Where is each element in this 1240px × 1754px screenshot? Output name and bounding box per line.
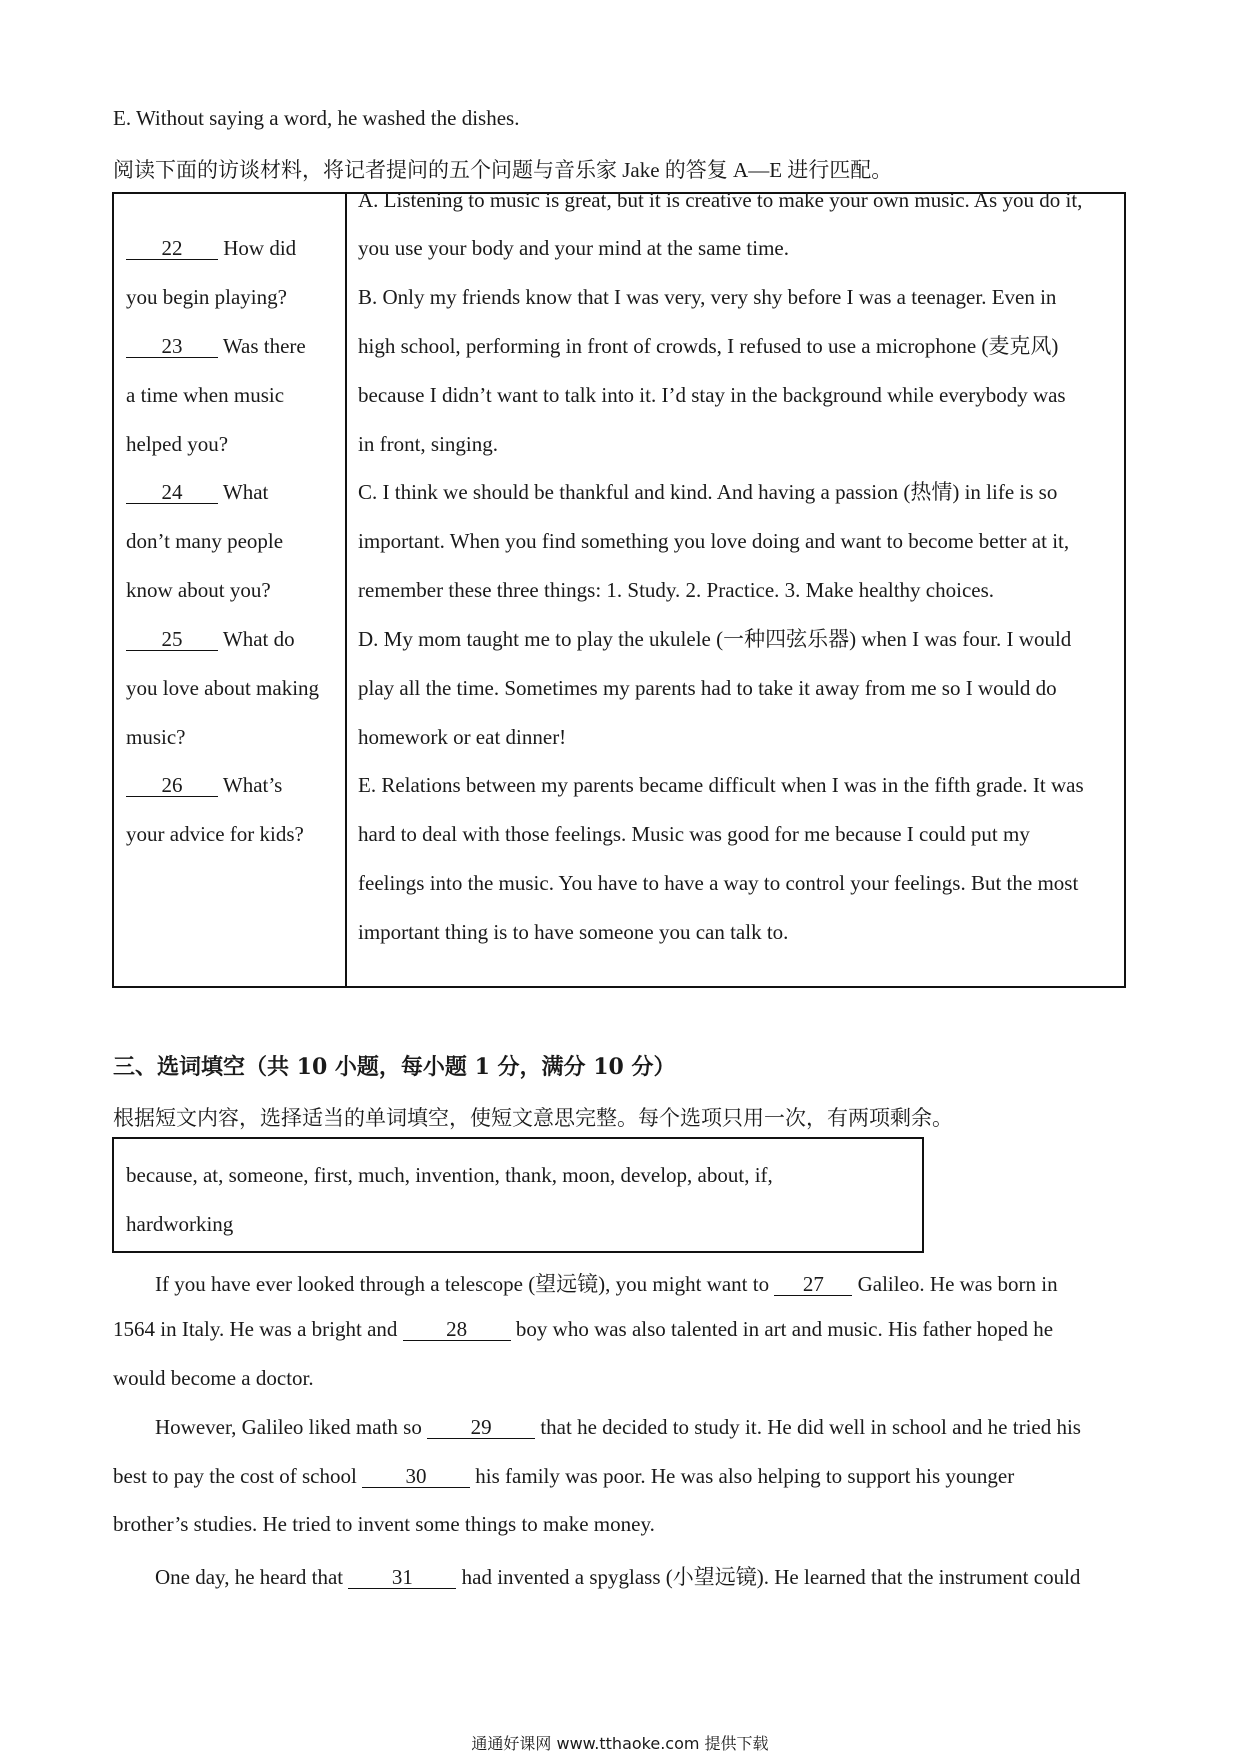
question-26 bbox=[126, 775, 282, 797]
question-line: a time when music bbox=[126, 383, 285, 407]
section-title: 三、选词填空（共 10 小题，每小题 1 分，满分 10 分） bbox=[113, 1054, 676, 1080]
passage-text: However, Galileo liked math so bbox=[155, 1415, 422, 1439]
table-divider bbox=[345, 194, 347, 986]
passage-line: would become a doctor. bbox=[113, 1366, 314, 1390]
blank-29[interactable]: 29 bbox=[427, 1417, 535, 1439]
answer-line: you use your body and your mind at the same time. bbox=[358, 236, 790, 260]
passage-text: One day, he heard that bbox=[155, 1565, 344, 1589]
answer-line: in front, singing. bbox=[358, 432, 498, 456]
answer-blank-23[interactable]: 23 bbox=[126, 336, 218, 358]
question-text: What do bbox=[222, 627, 295, 651]
question-line: you love about making bbox=[126, 676, 320, 700]
passage-text: that he decided to study it. He did well in school and he tried his bbox=[540, 1415, 1081, 1439]
question-22 bbox=[126, 238, 296, 260]
passage-text: best to pay the cost of school bbox=[113, 1464, 357, 1488]
answer-blank-26[interactable]: 26 bbox=[126, 775, 218, 797]
question-line: your advice for kids? bbox=[126, 822, 304, 846]
blank-28[interactable]: 28 bbox=[403, 1319, 511, 1341]
question-text: What’s bbox=[222, 773, 283, 797]
question-line: music? bbox=[126, 725, 186, 749]
passage-text: his family was poor. He was also helping to support his younger bbox=[475, 1464, 1015, 1488]
answer-blank-22[interactable]: 22 bbox=[126, 238, 218, 260]
passage-text: 1564 in Italy. He was a bright and bbox=[113, 1317, 398, 1341]
blank-27[interactable]: 27 bbox=[774, 1274, 852, 1296]
page-footer: 通通好课网 www.tthaoke.com 提供下载 bbox=[471, 1734, 769, 1753]
question-text: How did bbox=[223, 236, 297, 260]
question-line: don’t many people bbox=[126, 529, 284, 553]
passage-line bbox=[155, 1268, 1058, 1298]
answer-blank-25[interactable]: 25 bbox=[126, 629, 218, 651]
answer-line: remember these three things: 1. Study. 2. Practice. 3. Make healthy choices. bbox=[358, 578, 995, 602]
passage-text: had invented a spyglass (小望远镜). He learned that the instrument could bbox=[461, 1565, 1081, 1589]
question-line: you begin playing? bbox=[126, 285, 287, 309]
passage-line: brother’s studies. He tried to invent some things to make money. bbox=[113, 1512, 655, 1536]
question-text: Was there bbox=[222, 334, 306, 358]
blank-31[interactable]: 31 bbox=[348, 1567, 456, 1589]
answer-line: hard to deal with those feelings. Music was good for me because I could put my bbox=[358, 822, 1030, 846]
answer-line: B. Only my friends know that I was very, very shy before I was a teenager. Even in bbox=[358, 285, 1057, 309]
answer-line: play all the time. Sometimes my parents had to take it away from me so I would do bbox=[358, 676, 1057, 700]
word-bank-box bbox=[112, 1137, 924, 1253]
question-25 bbox=[126, 629, 295, 651]
reading-instruction: 阅读下面的访谈材料，将记者提问的五个问题与音乐家 Jake 的答复 A—E 进行匹配。 bbox=[113, 158, 893, 182]
passage-text: boy who was also talented in art and music. His father hoped he bbox=[515, 1317, 1054, 1341]
section-instruction: 根据短文内容，选择适当的单词填空，使短文意思完整。每个选项只用一次，有两项剩余。 bbox=[113, 1106, 953, 1130]
question-line: know about you? bbox=[126, 578, 271, 602]
passage-line bbox=[113, 1464, 1014, 1489]
answer-line: D. My mom taught me to play the ukulele (一种四弦乐器) when I was four. I would bbox=[358, 627, 1072, 651]
passage-line bbox=[155, 1561, 1080, 1591]
answer-line: feelings into the music. You have to have a way to control your feelings. But the most bbox=[358, 871, 1079, 895]
answer-line: C. I think we should be thankful and kind. And having a passion (热情) in life is so bbox=[358, 480, 1058, 504]
answer-line: A. Listening to music is great, but it is creative to make your own music. As you do it, bbox=[358, 188, 1083, 212]
passage-line bbox=[155, 1415, 1081, 1440]
matching-table bbox=[112, 188, 1126, 988]
question-text: What bbox=[222, 480, 269, 504]
blank-30[interactable]: 30 bbox=[362, 1466, 470, 1488]
question-23 bbox=[126, 336, 306, 358]
answer-line: homework or eat dinner! bbox=[358, 725, 567, 749]
answer-blank-24[interactable]: 24 bbox=[126, 482, 218, 504]
answer-line: E. Relations between my parents became difficult when I was in the fifth grade. It was bbox=[358, 773, 1084, 797]
word-bank-line: because, at, someone, first, much, invention, thank, moon, develop, about, if, bbox=[126, 1163, 773, 1187]
passage-line bbox=[113, 1317, 1053, 1342]
passage-text: Galileo. He was born in bbox=[857, 1272, 1058, 1296]
question-24 bbox=[126, 482, 268, 504]
question-line: helped you? bbox=[126, 432, 229, 456]
answer-line: high school, performing in front of crowds, I refused to use a microphone (麦克风) bbox=[358, 334, 1059, 358]
answer-line: important. When you find something you love doing and want to become better at it, bbox=[358, 529, 1070, 553]
word-bank-line: hardworking bbox=[126, 1212, 234, 1236]
option-e-line: E. Without saying a word, he washed the dishes. bbox=[113, 106, 520, 130]
answer-line: because I didn’t want to talk into it. I’d stay in the background while everybody was bbox=[358, 383, 1066, 407]
answer-line: important thing is to have someone you can talk to. bbox=[358, 920, 789, 944]
passage-text: If you have ever looked through a telescope (望远镜), you might want to bbox=[155, 1272, 770, 1296]
